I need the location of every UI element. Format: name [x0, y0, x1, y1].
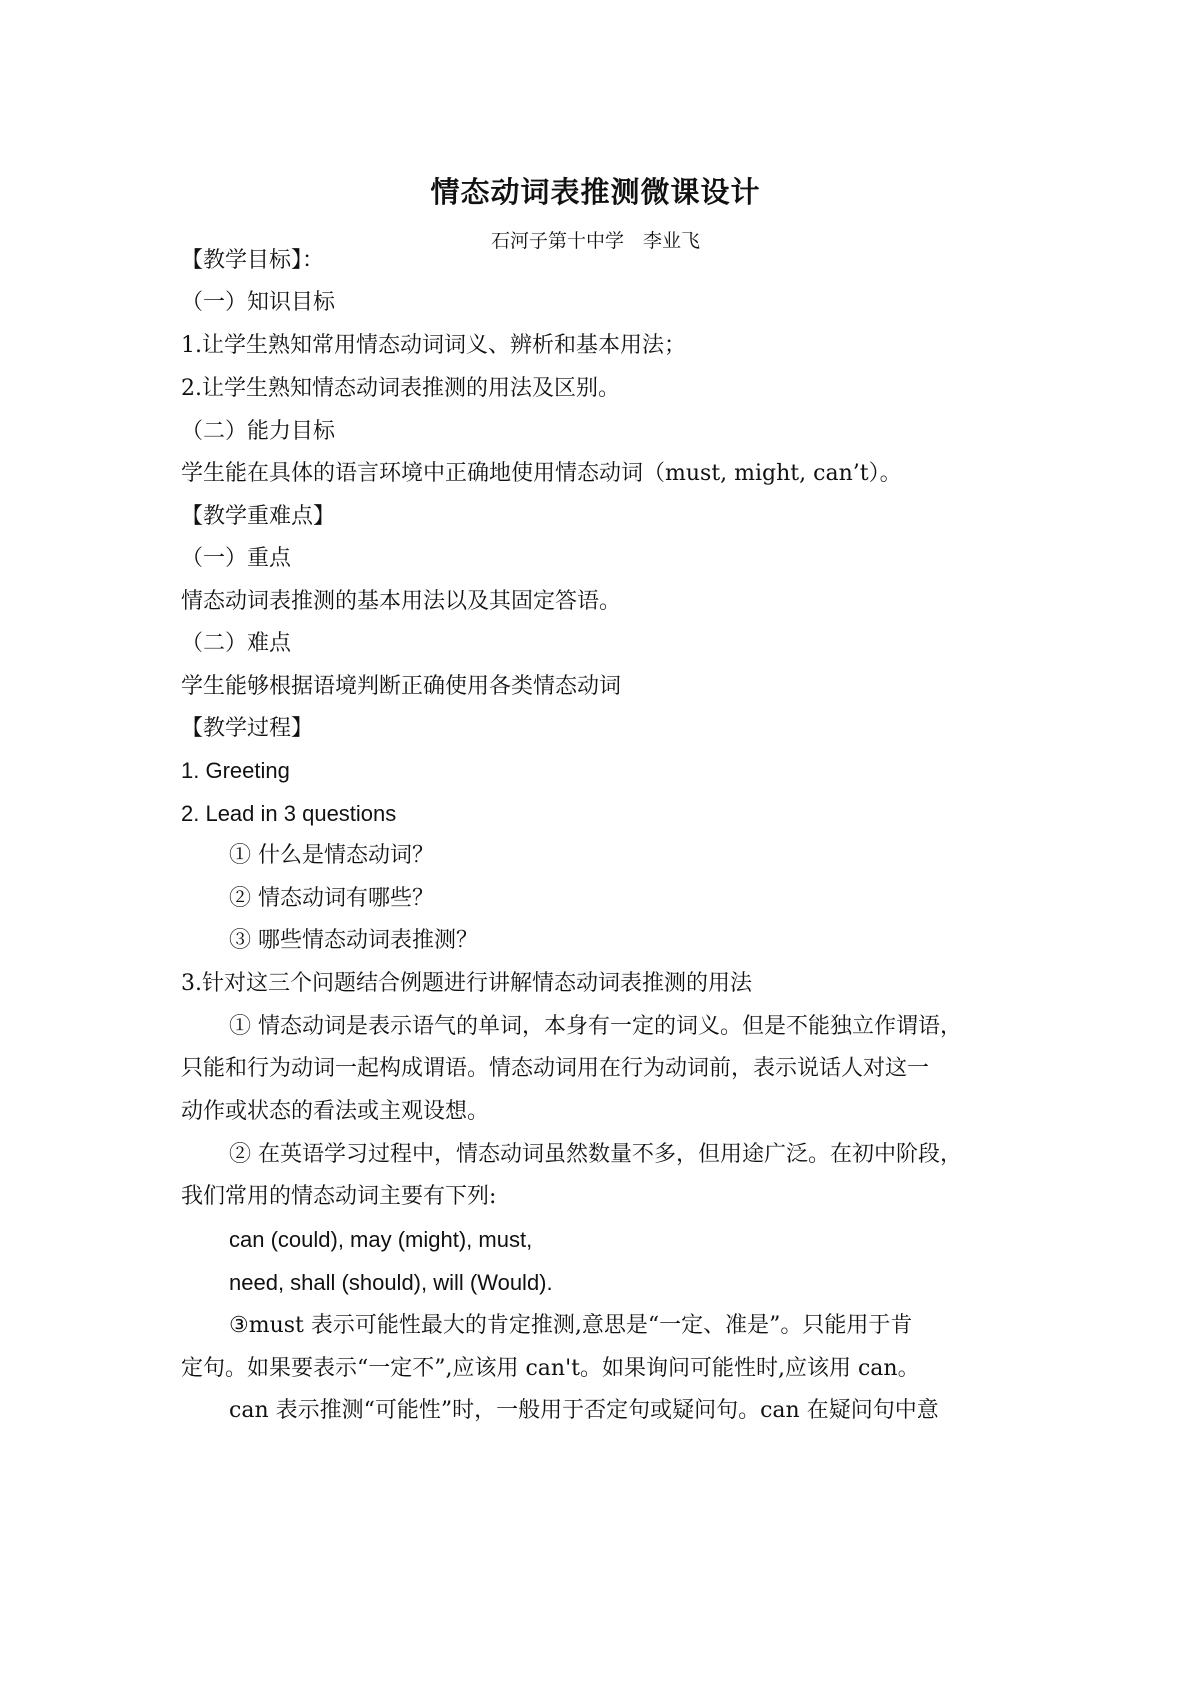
- paragraph-line: 只能和行为动词一起构成谓语。情态动词用在行为动词前，表示说话人对这一: [181, 1056, 930, 1081]
- paragraph-line: 情态动词表推测的基本用法以及其固定答语。: [181, 589, 622, 614]
- paragraph-line: 定句。如果要表示“一定不”,应该用 can't。如果询问可能性时,应该用 can。: [181, 1356, 920, 1381]
- subheading-difficulty: （二）难点: [181, 631, 292, 656]
- paragraph-line: 学生能够根据语境判断正确使用各类情态动词: [181, 674, 622, 699]
- question-item: ① 什么是情态动词？: [229, 843, 434, 868]
- paragraph-line: ② 在英语学习过程中，情态动词虽然数量不多，但用途广泛。在初中阶段，: [229, 1142, 962, 1167]
- section-heading-objectives: 【教学目标】：: [181, 248, 325, 273]
- subheading-key-point: （一）重点: [181, 546, 292, 571]
- author-line: 石河子第十中学 李业飞: [490, 230, 700, 252]
- paragraph-line: 学生能在具体的语言环境中正确地使用情态动词（must, might, can’t）。: [181, 461, 902, 486]
- paragraph-line: ① 情态动词是表示语气的单词，本身有一定的词义。但是不能独立作谓语，: [229, 1014, 962, 1039]
- question-item: ③ 哪些情态动词表推测？: [229, 928, 478, 953]
- paragraph-line: 2.让学生熟知情态动词表推测的用法及区别。: [181, 376, 620, 401]
- process-step-lead-in: 2. Lead in 3 questions: [181, 801, 397, 826]
- paragraph-line: can 表示推测“可能性”时，一般用于否定句或疑问句。can 在疑问句中意: [229, 1398, 939, 1423]
- paragraph-line: ③must 表示可能性最大的肯定推测,意思是“一定、准是”。只能用于肯: [229, 1313, 913, 1338]
- modal-verbs-list: need, shall (should), will (Would).: [229, 1270, 553, 1295]
- section-heading-key-points: 【教学重难点】: [181, 504, 336, 529]
- document-title: 情态动词表推测微课设计: [430, 175, 761, 209]
- process-step-greeting: 1. Greeting: [181, 758, 290, 783]
- modal-verbs-list: can (could), may (might), must,: [229, 1227, 533, 1252]
- question-item: ② 情态动词有哪些？: [229, 886, 434, 911]
- subheading-knowledge-objectives: （一）知识目标: [181, 290, 336, 315]
- paragraph-line: 我们常用的情态动词主要有下列:: [181, 1184, 497, 1209]
- paragraph-line: 动作或状态的看法或主观设想。: [181, 1099, 490, 1124]
- process-step-explanation: 3.针对这三个问题结合例题进行讲解情态动词表推测的用法: [181, 971, 752, 996]
- section-heading-process: 【教学过程】: [181, 716, 314, 741]
- subheading-ability-objectives: （二）能力目标: [181, 419, 336, 444]
- paragraph-line: 1.让学生熟知常用情态动词词义、辨析和基本用法；: [181, 333, 686, 358]
